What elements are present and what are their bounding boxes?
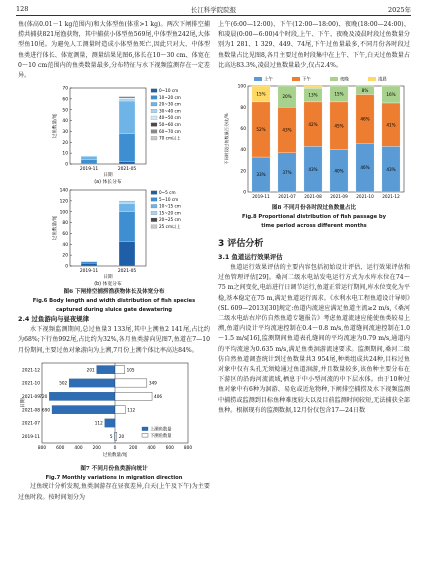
fig6a-legend-swatch xyxy=(151,103,157,107)
fig7-bar-downstream xyxy=(115,365,125,373)
fig6b-legend-swatch xyxy=(151,198,157,202)
fig8-data-label: 15% xyxy=(334,91,344,97)
section-2-4-heading: 2.4 过鱼游向与昼夜规律 xyxy=(18,315,90,324)
figure-6-chart xyxy=(18,84,210,288)
left-column xyxy=(18,20,210,503)
fig6b-bar-segment xyxy=(119,202,135,204)
fig8-ylabel: 不同时段过鱼数量百分比/% xyxy=(224,113,229,165)
fig7-legend-swatch-down xyxy=(142,433,148,437)
fig8-legend-label: 凌晨 xyxy=(378,77,387,83)
fig8-xtick-label: 2019-11 xyxy=(252,194,270,200)
fig6a-legend-swatch xyxy=(151,123,157,127)
figure-6-caption-zh: 图6 下闸排空捕捞渔获物体长及体宽分布 xyxy=(63,289,165,296)
fig8-data-label: 33% xyxy=(256,172,266,178)
fig7-bar-downstream xyxy=(115,392,152,400)
fig7-ytick-label: 2021-10 xyxy=(22,381,40,387)
figure-8-chart xyxy=(218,74,410,204)
fig6b-legend-label: 25 cm以上 xyxy=(159,224,181,230)
fig6a-bar-segment xyxy=(119,101,135,134)
fig6a-legend-swatch xyxy=(151,137,157,141)
fig6a-legend-swatch xyxy=(151,89,157,93)
fig6a-bar-segment xyxy=(119,162,135,164)
fig8-ytick-label: 100 xyxy=(237,84,246,90)
fig6b-ytick-label: 120 xyxy=(59,199,68,205)
fig8-ytick-label: 0 xyxy=(243,190,246,196)
fig8-data-label: 41% xyxy=(386,122,396,128)
fig7-ytick-label: 2021-07 xyxy=(22,421,40,427)
fig6b-ytick-label: 40 xyxy=(62,243,68,249)
figure-7-caption-en: Fig.7 Monthly variations in migration direction xyxy=(45,474,183,481)
fig7-ytick-label: 2019-11 xyxy=(22,434,40,440)
fig6b-legend-swatch xyxy=(151,205,157,209)
fig6b-bar-segment xyxy=(119,212,135,242)
fig6a-legend-label: 50~60 cm xyxy=(159,122,181,128)
fig6a-legend-label: 0~10 cm xyxy=(159,88,179,94)
fig7-legend-label-down: 下溯鱼数量 xyxy=(150,433,172,439)
fig7-downstream-value-label: 112 xyxy=(127,407,136,413)
figure-8-caption-en-line2: time period across different months xyxy=(261,222,367,229)
fig8-data-label: 43% xyxy=(282,127,292,133)
fig6b-legend-swatch xyxy=(151,191,157,195)
fig8-legend-swatch xyxy=(368,77,376,81)
fig6b-subtitle: (b) 体宽分布 xyxy=(94,282,122,288)
fig6a-ytick-label: 20 xyxy=(62,141,68,147)
figure-7-chart xyxy=(18,359,210,465)
fig6a-legend-swatch xyxy=(151,130,157,134)
fig8-data-label: 46% xyxy=(360,165,370,171)
publication-year: 2025年 xyxy=(387,6,411,14)
fig7-ytick-label: 2021-12 xyxy=(22,368,40,374)
fig6b-ytick-label: 0 xyxy=(65,264,68,270)
fig6a-legend-label: 10~20 cm xyxy=(159,95,181,101)
fig6a-bar-segment xyxy=(119,98,135,99)
fig8-data-label: 43% xyxy=(386,166,396,172)
fig6a-xtick-label: 2019-11 xyxy=(79,167,99,173)
fig8-data-label: 43% xyxy=(308,166,318,172)
fig8-data-label: 8% xyxy=(361,87,369,93)
fig8-data-label: 42% xyxy=(308,121,318,127)
fig6b-xtick-label: 2019-11 xyxy=(79,269,99,275)
figure-7 xyxy=(18,359,210,465)
fig6a-legend-swatch xyxy=(151,96,157,100)
fig8-ytick-label: 20 xyxy=(240,169,246,175)
fig6a-ytick-label: 60 xyxy=(62,97,68,103)
fig7-bar-upstream xyxy=(97,365,115,373)
fig8-legend-label: 夜晚 xyxy=(340,77,349,83)
fig8-data-label: 40% xyxy=(334,168,344,174)
section-3-1-heading: 3.1 鱼道运行效果评估 xyxy=(218,253,283,262)
left-paragraph-2: 水下视频监测期间,总过鱼量3 133尾,其中上溯鱼2 141尾,占比约为68%;下行鱼992尾,占比约为32%,各月鱼类游向见图7,鱼道在7—10月份期间,主要过鱼对象游向为上溯,7月份上溯个体比率高达84%。 xyxy=(18,326,210,354)
fig6b-ytick-label: 100 xyxy=(59,210,68,216)
right-paragraph-2: 鱼道运行效果评估的主要内容包括初始设计评估、运行效果评估和过鱼管理评估[29]。桑河二级水电站发电运行方式为水库水位在74～75 m之间变化,电站进行日调节运行,鱼道正常运行期间,库水位变化为平稳,基本稳定在75 m,满足鱼道运行需求。《水利水电工程鱼道设计导则》(SL 609—2013)[30]规定:鱼道内流速应满足鱼道主流≥2 m/s,《桑河二级水电站右岸仿自然鱼道专题报告》考虑鱼道流速应能使鱼类较易上溯,鱼道内设计平均流速控制在0.4～0.8 m/s,鱼道缝间流速控制在1.0～1.5 m/s[16],监测期间鱼道表孔缝间的平均流速为0.79 m/s,通道内的平均流速为0.635 m/s,满足鱼类洄游流速要求。监测期间,桑河二级仿自然鱼道调查统计到过鱼数量共3 954尾,种类组成共24种,目标过鱼对象中仅有头孔无须鲶通过鱼道洄游,并且数量较多,该鱼种主要分布在下游区的沿海河流流域,栖息于中小型河流的中下层水体。由于10种过鱼对象中有6种为洄游、易危或近危物种,下闸排空捕捞及水下视频监测中捕捞或监测到目标鱼种难度较大以及目前监测时间较短,无法捕获全部鱼种。根据现有的监测数据,12月份仅包含17—24日数 xyxy=(218,264,410,414)
fig7-bar-upstream xyxy=(49,392,115,400)
fig8-legend-swatch xyxy=(330,77,338,81)
fig8-xtick-label: 2021-08 xyxy=(304,194,322,200)
fig6a-bar-segment xyxy=(81,157,97,160)
fig6a-legend-label: 60~70 cm xyxy=(159,129,181,135)
fig8-xtick-label: 2021-10 xyxy=(356,194,374,200)
fig7-upstream-value-label: 5 xyxy=(109,433,113,439)
fig7-xtick-label: 800 xyxy=(183,445,193,451)
fig7-legend-swatch-up xyxy=(142,427,148,431)
fig7-ytick-label: 2021-09 xyxy=(22,394,40,400)
fig8-data-label: 45% xyxy=(334,123,344,129)
fig7-xtick-label: 200 xyxy=(92,445,101,451)
fig6a-bar-segment xyxy=(119,99,135,101)
fig6b-bar-segment xyxy=(119,242,135,266)
left-paragraph-1: 鱼(体高0.01－1 kg范围内)和大体型鱼(体重>1 kg)。两次下闸排空捕捞共捕获821尾渔获物，其中捕获小体型鱼569尾,中体型鱼242尾,大体型鱼10尾。为避免人工测量时造成小体型鱼死亡,因此只对大、中体型鱼类进行体长、体宽测量，测量结果见图6,体长在10～30 cm、体宽在0～10 cm范围内的鱼类数量最多,分布特征与水下视频监测存在一定差异。 xyxy=(18,21,210,80)
fig6b-legend-swatch xyxy=(151,225,157,229)
journal-title: 长江科学院院报 xyxy=(190,6,237,14)
fig8-legend-swatch xyxy=(254,77,262,81)
fig6a-ylabel: 过鱼数量/尾 xyxy=(53,113,58,139)
figure-8-caption-zh: 图8 不同月份各时段过鱼数量占比 xyxy=(271,205,357,212)
running-header xyxy=(16,4,411,16)
fig6a-bar-segment xyxy=(81,160,97,164)
right-paragraph-1: 上午(6:00—12:00)、下午(12:00—18:00)、夜晚(18:00—24:00)、和凌晨(0:00—6:00)4个时段,上午、下午、夜晚及凌晨时段过鱼数量分别为1 281、1 329、449、74尾,下午过鱼量最多,不同月份各时段过鱼数量占比见图8,各月主要过鱼时段集中在上午、下午,白天过鱼数量占比高达83.3%,凌晨过鱼数量最少,仅占2.4%。 xyxy=(218,21,410,69)
fig7-downstream-value-label: 105 xyxy=(126,367,135,373)
fig6b-ytick-label: 80 xyxy=(62,221,68,227)
fig6a-ytick-label: 30 xyxy=(62,130,68,136)
fig6a-legend-swatch xyxy=(151,116,157,120)
fig6b-legend-label: 5~10 cm xyxy=(159,197,179,203)
fig6a-legend-swatch xyxy=(151,109,157,113)
fig7-upstream-value-label: 690 xyxy=(42,407,51,413)
fig6a-xtick-label: 2021-05 xyxy=(117,167,137,173)
fig7-xtick-label: 800 xyxy=(37,445,47,451)
fig6b-bar-segment xyxy=(81,264,97,267)
fig8-legend-label: 下午 xyxy=(302,77,311,83)
fig8-xtick-label: 2021-09 xyxy=(330,194,348,200)
fig6a-ytick-label: 50 xyxy=(62,108,68,114)
fig6a-bar-segment xyxy=(119,134,135,162)
fig8-data-label: 13% xyxy=(308,92,318,98)
fig8-xtick-label: 2021-12 xyxy=(382,194,400,200)
fig6b-legend-swatch xyxy=(151,218,157,222)
fig8-data-label: 15% xyxy=(256,91,266,97)
fig8-data-label: 37% xyxy=(282,170,292,176)
fig7-xlabel: 过鱼数量/尾 xyxy=(102,452,128,458)
figure-6-caption-en-line2: captured during sluice gate dewatering xyxy=(55,306,173,313)
fig7-legend-label-up: 上溯鱼数量 xyxy=(150,427,172,433)
fig6b-legend-label: 20~25 cm xyxy=(159,217,181,223)
fig7-upstream-value-label: 201 xyxy=(86,367,95,373)
fig6b-bar-segment xyxy=(81,262,97,264)
fig6b-ytick-label: 60 xyxy=(62,232,68,238)
fig7-downstream-value-label: 406 xyxy=(154,393,163,399)
fig7-bar-downstream xyxy=(115,405,125,413)
fig7-bar-upstream xyxy=(105,419,115,427)
fig7-upstream-value-label: 112 xyxy=(94,420,103,426)
fig8-plot-frame xyxy=(248,86,404,192)
fig6a-ytick-label: 10 xyxy=(62,151,68,157)
fig8-bar-segment xyxy=(304,86,322,88)
fig7-bar-upstream xyxy=(69,379,115,387)
fig6b-legend-swatch xyxy=(151,211,157,215)
fig7-xtick-label: 600 xyxy=(165,445,174,451)
fig6a-legend-label: 70 cm以上 xyxy=(159,135,181,141)
fig7-xtick-label: 400 xyxy=(74,445,83,451)
fig7-upstream-value-label: 502 xyxy=(59,380,68,386)
fig7-bar-downstream xyxy=(115,379,147,387)
fig7-bar-upstream xyxy=(52,405,115,413)
fig6b-xtick-label: 2021-05 xyxy=(117,269,137,275)
fig8-ytick-label: 60 xyxy=(240,127,246,133)
fig8-xtick-label: 2021-07 xyxy=(278,194,296,200)
fig6b-ylabel: 过鱼数量/尾 xyxy=(53,215,58,241)
fig6b-legend-label: 10~15 cm xyxy=(159,203,181,209)
fig7-downstream-value-label: 20 xyxy=(118,433,125,439)
fig8-legend-label: 上午 xyxy=(264,77,273,83)
fig6b-legend-label: 15~20 cm xyxy=(159,210,181,216)
fig7-downstream-value-label: 349 xyxy=(148,380,157,386)
fig8-legend-swatch xyxy=(292,77,300,81)
figure-8-caption-en-line1: Fig.8 Proportional distribution of fish passage by xyxy=(242,214,386,221)
right-column xyxy=(218,20,410,416)
fig6a-legend-label: 40~50 cm xyxy=(159,115,181,121)
figure-6 xyxy=(18,84,210,288)
fig6a-xlabel: 日期 xyxy=(103,173,113,179)
fig8-ytick-label: 40 xyxy=(240,148,246,154)
fig8-data-label: 20% xyxy=(282,94,292,100)
fig6b-bar-segment xyxy=(119,204,135,212)
fig6a-subtitle: (a) 体长分布 xyxy=(94,180,122,186)
left-paragraph-3: 过鱼统计分析发现,鱼类洄游存在昼夜差异,白天(上午及下午)为主要过鱼时段。按时间划分为 xyxy=(18,483,210,501)
fig6b-ytick-label: 20 xyxy=(62,253,68,259)
fig6b-ytick-label: 140 xyxy=(59,188,68,194)
fig8-data-label: 52% xyxy=(256,127,266,133)
fig6a-ytick-label: 70 xyxy=(62,86,68,92)
figure-8 xyxy=(218,74,410,204)
fig7-ytick-label: 2021-08 xyxy=(22,408,40,414)
fig6a-bar-segment xyxy=(119,97,135,98)
fig6a-ytick-label: 0 xyxy=(65,162,68,168)
fig6a-legend-label: 20~30 cm xyxy=(159,101,181,107)
figure-7-caption-zh: 图7 不同月份鱼类游向统计 xyxy=(80,465,148,472)
fig7-xtick-label: 0 xyxy=(113,445,117,451)
fig8-data-label: 16% xyxy=(386,92,396,98)
fig7-upstream-value-label: 720 xyxy=(39,393,48,399)
fig7-xtick-label: 600 xyxy=(56,445,65,451)
fig7-bar-downstream xyxy=(115,432,117,440)
fig8-data-label: 46% xyxy=(360,116,370,122)
figure-6-caption-en-line1: Fig.6 Body length and width distribution of fish species xyxy=(32,298,196,305)
fig6b-legend-label: 0~5 cm xyxy=(159,190,176,196)
fig6a-ytick-label: 40 xyxy=(62,119,68,125)
fig6b-xlabel: 日期 xyxy=(103,275,113,281)
fig7-xtick-label: 200 xyxy=(129,445,138,451)
page-number: 128 xyxy=(16,5,29,13)
fig6a-legend-label: 30~40 cm xyxy=(159,108,181,114)
fig7-xtick-label: 400 xyxy=(147,445,156,451)
fig6b-bar-segment xyxy=(119,201,135,202)
fig7-ylabel: 日期 xyxy=(21,398,26,408)
section-3-heading: 3 评估分析 xyxy=(218,239,264,250)
fig8-ytick-label: 80 xyxy=(240,105,246,111)
